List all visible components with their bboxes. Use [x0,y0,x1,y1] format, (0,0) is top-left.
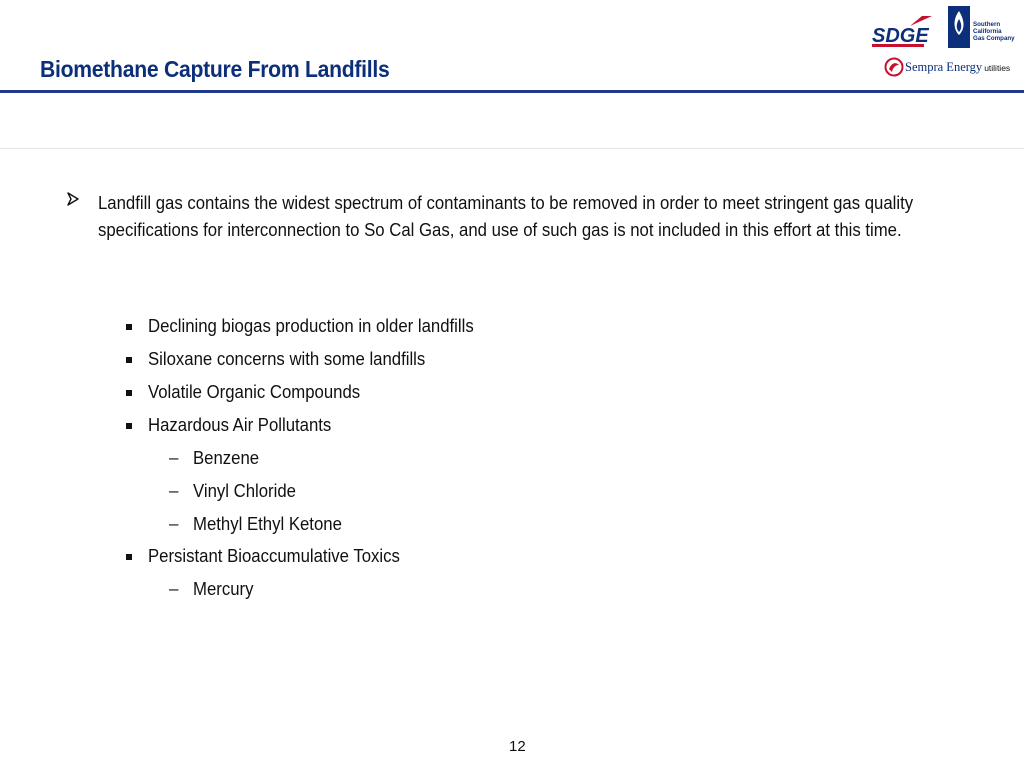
dash-bullet-icon: – [169,579,179,598]
sub-bullet-item: Benzene [193,448,260,468]
socal-gas-text: Southern California Gas Company [973,21,1015,42]
dash-bullet-icon: – [169,481,179,500]
square-bullet-icon [126,357,132,363]
sub-bullet-item: Methyl Ethyl Ketone [193,514,342,534]
square-bullet-icon [126,423,132,429]
arrow-bullet-icon [67,192,79,206]
sub-bullet-item: Mercury [193,579,254,599]
bullet-item: Persistant Bioaccumulative Toxics [148,546,400,566]
square-bullet-icon [126,324,132,330]
bullet-item: Volatile Organic Compounds [148,382,361,402]
page-number: 12 [509,738,526,755]
dash-bullet-icon: – [169,514,179,533]
sempra-utilities: utilities [984,63,1011,73]
sub-bullet-item: Vinyl Chloride [193,481,296,501]
bullet-item: Hazardous Air Pollutants [148,415,332,435]
bullet-item: Declining biogas production in older landfills [148,316,474,336]
sdge-logo-text: SDGE [872,25,929,47]
main-point: Landfill gas contains the widest spectrum of contaminants to be removed in order to meet stringent gas quality specifications for interconnection to So Cal Gas, and use of such gas is not included in this effort at this time. [98,193,914,240]
sempra-name: Sempra Energy [905,60,983,74]
bullet-item: Siloxane concerns with some landfills [148,349,426,369]
slide-title: Biomethane Capture From Landfills [40,56,390,82]
dash-bullet-icon: – [169,448,179,467]
square-bullet-icon [126,390,132,396]
square-bullet-icon [126,554,132,560]
